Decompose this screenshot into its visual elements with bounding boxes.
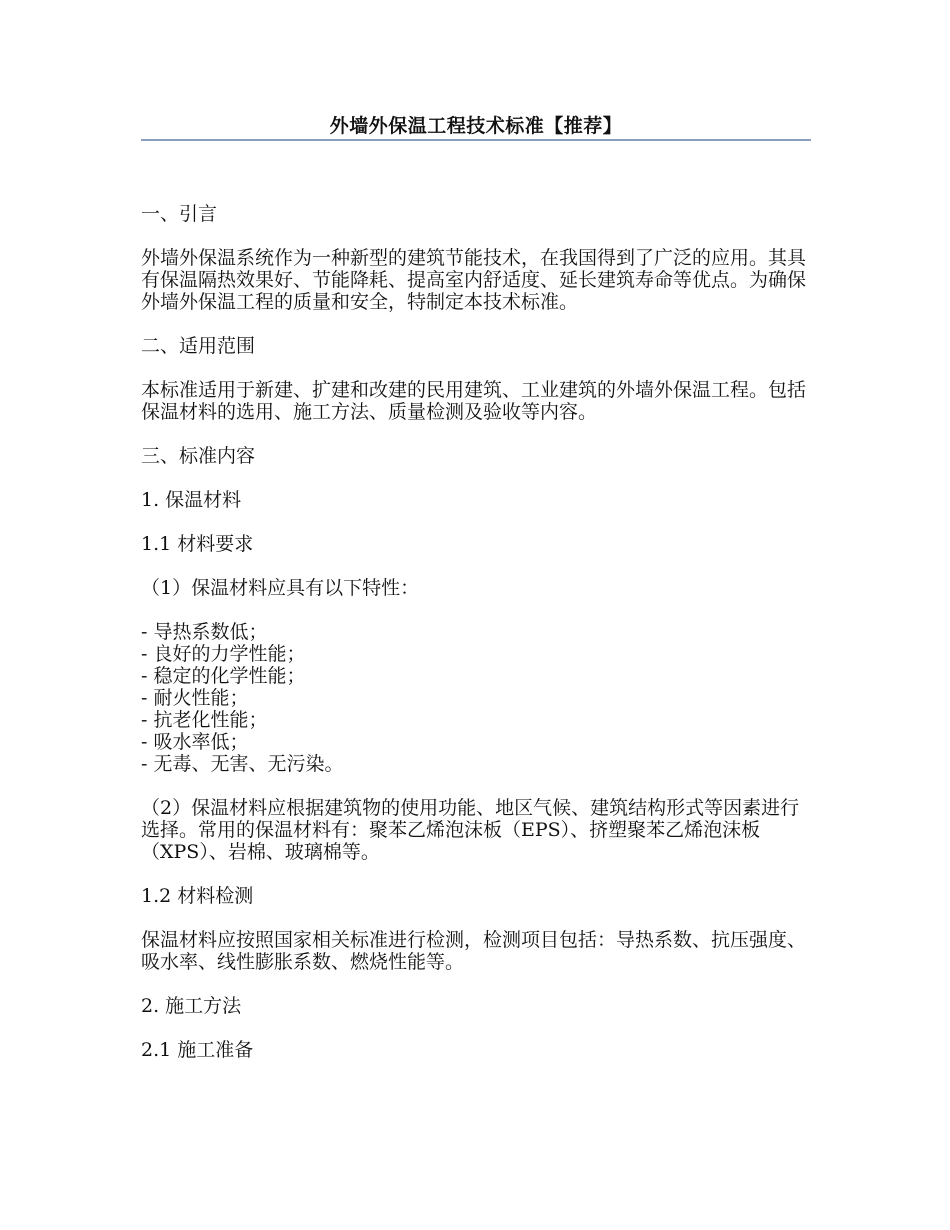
paragraph-material-selection: （2）保温材料应根据建筑物的使用功能、地区气候、建筑结构形式等因素进行选择。常用的保温材料有：聚苯乙烯泡沫板（EPS）、挤塑聚苯乙烯泡沫板（XPS）、岩棉、玻璃棉等。	[141, 797, 800, 863]
list-item: - 稳定的化学性能；	[141, 665, 306, 687]
paragraph-introduction: 外墙外保温系统作为一种新型的建筑节能技术，在我国得到了广泛的应用。其具有保温隔热效果好、节能降耗、提高室内舒适度、延长建筑寿命等优点。为确保外墙外保温工程的质量和安全，特制定本技术标准。	[141, 247, 807, 313]
heading-introduction: 一、引言	[141, 203, 218, 225]
list-item: - 吸水率低；	[141, 731, 249, 753]
heading-construction-preparation: 2.1 施工准备	[141, 1039, 254, 1061]
heading-material-requirements: 1.1 材料要求	[141, 533, 254, 555]
heading-insulation-materials: 1. 保温材料	[141, 489, 242, 511]
list-item: - 良好的力学性能；	[141, 643, 306, 665]
material-properties-list	[141, 621, 811, 775]
paragraph-material-testing: 保温材料应按照国家相关标准进行检测，检测项目包括：导热系数、抗压强度、吸水率、线性膨胀系数、燃烧性能等。	[141, 929, 807, 973]
paragraph-scope: 本标准适用于新建、扩建和改建的民用建筑、工业建筑的外墙外保温工程。包括保温材料的选用、施工方法、质量检测及验收等内容。	[141, 379, 807, 423]
list-item: - 导热系数低；	[141, 621, 268, 643]
list-item: - 无毒、无害、无污染。	[141, 753, 344, 775]
list-item: - 抗老化性能；	[141, 709, 268, 731]
heading-construction-method: 2. 施工方法	[141, 995, 242, 1017]
paragraph-properties-intro: （1）保温材料应具有以下特性：	[141, 577, 420, 599]
heading-standard-content: 三、标准内容	[141, 445, 256, 467]
title-underline	[141, 139, 811, 141]
document-body	[141, 203, 811, 1083]
list-item: - 耐火性能；	[141, 687, 249, 709]
document-title: 外墙外保温工程技术标准【推荐】	[329, 115, 623, 137]
heading-scope: 二、适用范围	[141, 335, 256, 357]
heading-material-testing: 1.2 材料检测	[141, 885, 254, 907]
